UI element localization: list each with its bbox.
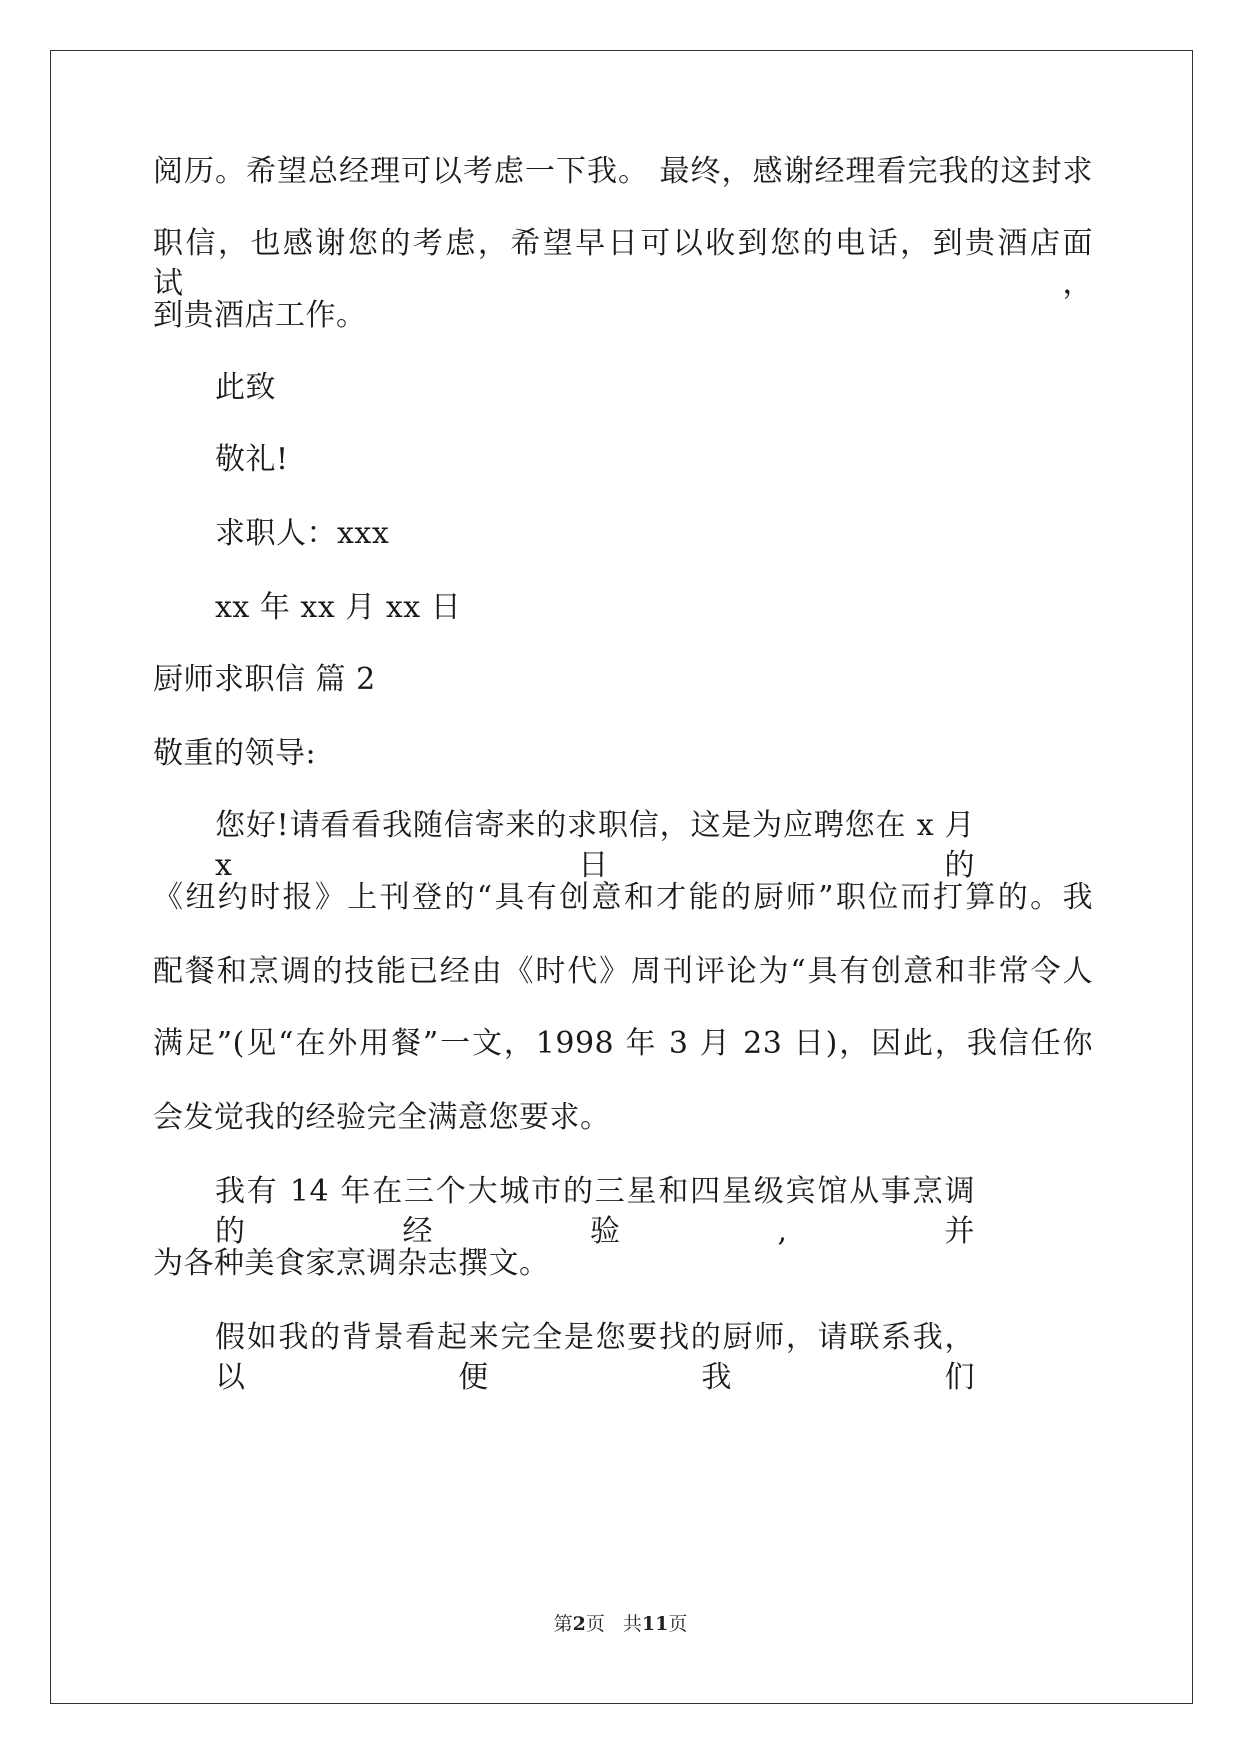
body-line-3: 到贵酒店工作。	[153, 298, 367, 333]
footer-total-prefix: 共	[622, 1613, 642, 1635]
closing-salutation: 此致	[215, 370, 276, 405]
body-line-15: 我有 14 年在三个大城市的三星和四星级宾馆从事烹调的经验,并	[215, 1174, 975, 1249]
footer-page-number: 2	[572, 1613, 586, 1635]
body-line-1: 阅历。希望总经理可以考虑一下我。 最终，感谢经理看完我的这封求	[153, 154, 1093, 189]
body-line-11: 《纽约时报》上刊登的“具有创意和才能的厨师”职位而打算的。我	[153, 880, 1093, 915]
page-footer	[0, 1612, 1241, 1636]
section-heading: 厨师求职信 篇 2	[153, 662, 376, 697]
letter-date: xx 年 xx 月 xx 日	[215, 590, 462, 625]
body-line-13: 满足”(见“在外用餐”一文，1998 年 3 月 23 日)，因此，我信任你	[153, 1026, 1093, 1061]
applicant-signature: 求职人：xxx	[215, 516, 390, 551]
letter-greeting: 敬重的领导:	[153, 736, 317, 771]
footer-page-prefix: 第	[553, 1613, 573, 1635]
body-line-17: 假如我的背景看起来完全是您要找的厨师，请联系我，以便我们	[215, 1320, 975, 1395]
body-line-2: 职信，也感谢您的考虑，希望早日可以收到您的电话，到贵酒店面试，	[153, 226, 1093, 301]
body-line-16: 为各种美食家烹调杂志撰文。	[153, 1246, 550, 1281]
footer-total-pages: 11	[641, 1613, 669, 1635]
body-line-10: 您好!请看看我随信寄来的求职信，这是为应聘您在 x 月 x 日的	[215, 808, 975, 883]
footer-total-suffix: 页	[668, 1613, 688, 1635]
footer-page-suffix: 页	[585, 1613, 605, 1635]
body-line-12: 配餐和烹调的技能已经由《时代》周刊评论为“具有创意和非常令人	[153, 954, 1093, 989]
closing-regards: 敬礼!	[215, 442, 289, 477]
body-line-14: 会发觉我的经验完全满意您要求。	[153, 1100, 611, 1135]
